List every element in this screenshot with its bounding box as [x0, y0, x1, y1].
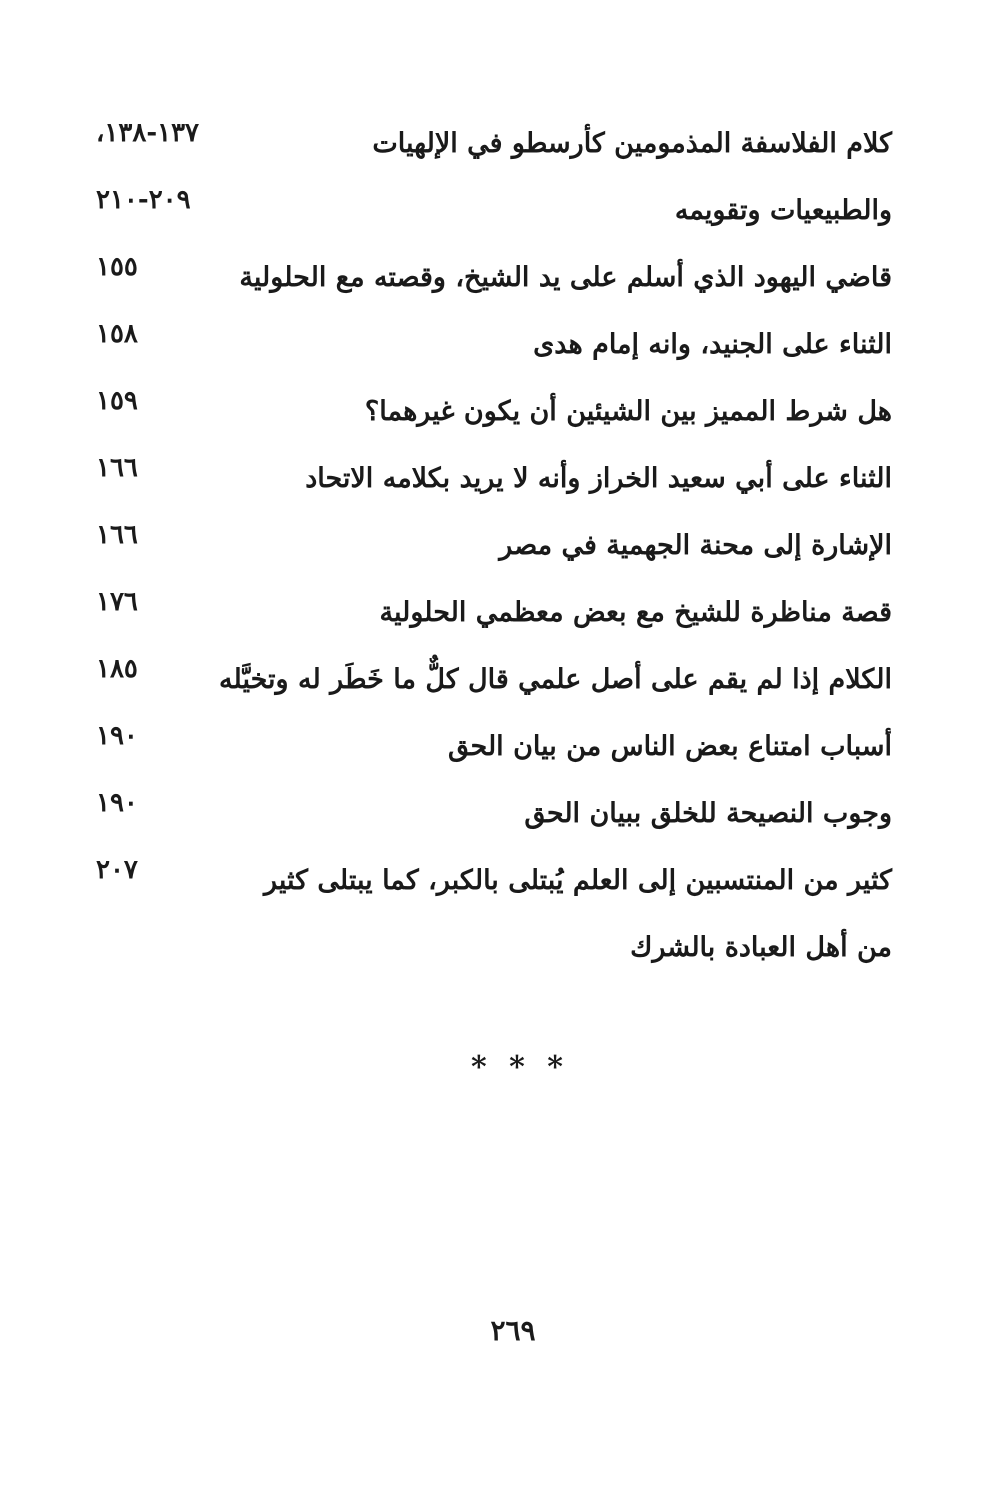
index-entry-page-ref: ١٥٥ [96, 252, 138, 282]
index-entry [96, 171, 892, 238]
index-entry-title: الكلام إذا لم يقم على أصل علمي قال كلٌّ ما خَطَر له وتخيَّله [219, 664, 892, 695]
index-entry-page-ref: ١٥٩ [96, 386, 138, 416]
index-entry-title: والطبيعيات وتقويمه [674, 195, 892, 226]
index-entry-page-ref: ١٩٠ [96, 788, 138, 818]
index-entry-title: قصة مناظرة للشيخ مع بعض معظمي الحلولية [379, 597, 892, 628]
index-entry-title: كثير من المنتسبين إلى العلم يُبتلى بالكبر، كما يبتلى كثير من أهل العبادة بالشرك [263, 865, 892, 963]
page-number: ٢٦٩ [490, 1314, 536, 1347]
index-entry-page-ref: ١٩٠ [96, 721, 138, 751]
index-entry [96, 640, 892, 707]
index-entry [96, 573, 892, 640]
index-entry-title: الثناء على الجنيد، وانه إمام هدى [533, 329, 892, 360]
index-entry [96, 506, 892, 573]
index-entry [96, 372, 892, 439]
index-entry [96, 238, 892, 305]
index-entry-page-ref: ١٧٦ [96, 587, 138, 617]
index-entry-title: الإشارة إلى محنة الجهمية في مصر [499, 530, 892, 561]
index-entry [96, 439, 892, 506]
index-entry [96, 841, 892, 975]
index-entry-title: الثناء على أبي سعيد الخراز وأنه لا يريد بكلامه الاتحاد [305, 463, 892, 494]
index-entry-page-ref: ١٦٦ [96, 520, 138, 550]
index-entry [96, 104, 892, 171]
index-entry-page-ref: ١٥٨ [96, 319, 138, 349]
index-entry-title: أسباب امتناع بعض الناس من بيان الحق [448, 731, 892, 762]
index-entry-title: هل شرط المميز بين الشيئين أن يكون غيرهما؟ [364, 396, 892, 427]
index-entry-page-ref: ١٣٧-١٣٨، [96, 118, 200, 148]
index-entry-page-ref: ١٨٥ [96, 654, 138, 684]
index-entry-title: كلام الفلاسفة المذمومين كأرسطو في الإلهيات [372, 128, 892, 159]
index-entry [96, 774, 892, 841]
index-entry [96, 707, 892, 774]
index-entry-title: وجوب النصيحة للخلق ببيان الحق [524, 798, 892, 829]
index-entry-page-ref: ١٦٦ [96, 453, 138, 483]
index-entry-title: قاضي اليهود الذي أسلم على يد الشيخ، وقصته مع الحلولية [239, 262, 892, 293]
index-entries [96, 104, 892, 975]
index-entry-page-ref: ٢٠٧ [96, 855, 138, 885]
index-entry-page-ref: ٢٠٩-٢١٠ [96, 185, 191, 215]
index-entry [96, 305, 892, 372]
section-separator: * * * [471, 1050, 569, 1085]
